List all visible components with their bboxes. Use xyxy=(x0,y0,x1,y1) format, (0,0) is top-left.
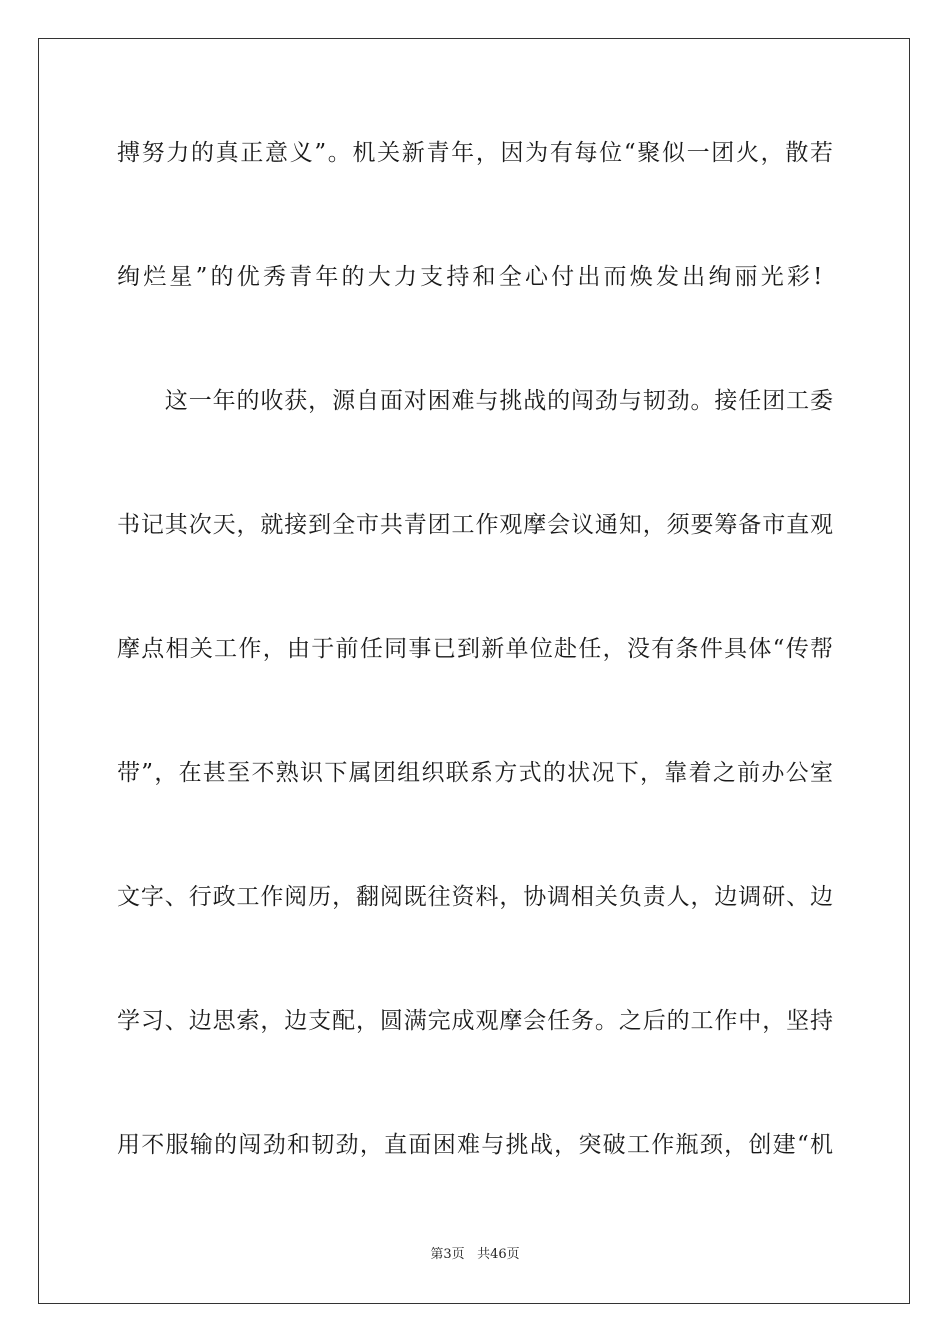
page-footer xyxy=(0,1246,950,1264)
paragraph-line: 学习、边思索，边支配，圆满完成观摩会任务。之后的工作中，坚持 xyxy=(117,1008,833,1034)
paragraph-line: 这一年的收获，源自面对困难与挑战的闯劲与韧劲。接任团工委 xyxy=(117,388,833,414)
paragraph-line: 摩点相关工作，由于前任同事已到新单位赴任，没有条件具体“传帮 xyxy=(117,636,833,662)
paragraph-line: 文字、行政工作阅历，翻阅既往资料，协调相关负责人，边调研、边 xyxy=(117,884,833,910)
paragraph-line: 书记其次天，就接到全市共青团工作观摩会议通知，须要筹备市直观 xyxy=(117,512,833,538)
page-border xyxy=(38,38,910,1304)
paragraph-line: 搏努力的真正意义”。机关新青年，因为有每位“聚似一团火，散若 xyxy=(117,140,833,166)
paragraph-line: 带”，在甚至不熟识下属团组织联系方式的状况下，靠着之前办公室 xyxy=(117,760,833,786)
page-number: 第3页 xyxy=(430,1247,465,1262)
paragraph-line: 绚烂星”的优秀青年的大力支持和全心付出而焕发出绚丽光彩! xyxy=(117,264,826,290)
page-total: 共46页 xyxy=(477,1247,520,1262)
paragraph-line: 用不服输的闯劲和韧劲，直面困难与挑战，突破工作瓶颈，创建“机 xyxy=(117,1132,833,1158)
